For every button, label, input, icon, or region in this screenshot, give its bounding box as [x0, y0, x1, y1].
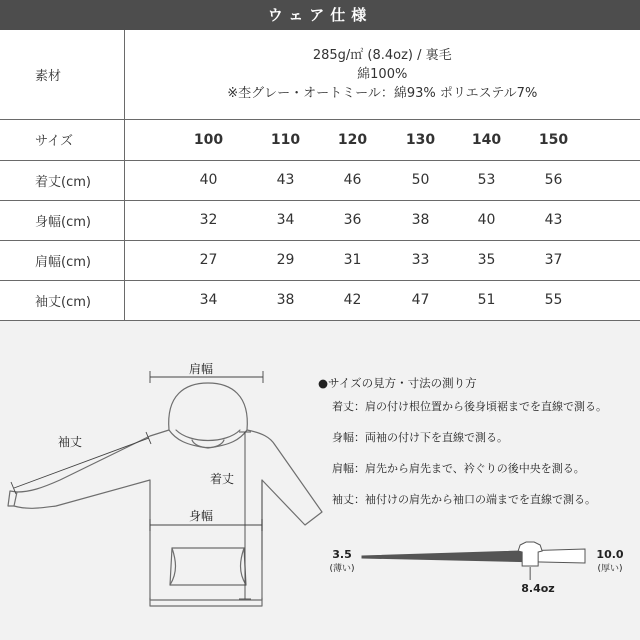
- table-cell: 38: [411, 212, 430, 228]
- table-cell: 40: [477, 212, 496, 228]
- row-values: [125, 252, 640, 268]
- table-cell: 35: [477, 252, 496, 268]
- length-label: 着丈: [210, 472, 235, 486]
- table-cell: 42: [343, 292, 362, 308]
- table-cell: 47: [411, 292, 430, 308]
- table-cell: 100: [193, 131, 224, 148]
- table-cell: 36: [343, 212, 362, 228]
- shoulder-label: 肩幅: [189, 362, 214, 376]
- table-cell: 150: [538, 131, 569, 148]
- how-item: 肩幅：肩先から肩先まで、衿ぐりの後中央を測る。: [332, 462, 585, 475]
- material-row: [0, 30, 640, 119]
- material-line-3: ※杢グレー・オートミール：綿93% ポリエステル7%: [227, 85, 538, 101]
- table-cell: 38: [276, 292, 295, 308]
- width-label: 身幅: [189, 509, 214, 523]
- table-cell: 40: [199, 172, 218, 188]
- row-values: [125, 292, 640, 308]
- material-line-1: 285g/㎡ (8.4oz) / 裏毛: [312, 47, 452, 63]
- thickness-min-note: (薄い): [329, 564, 355, 574]
- table-cell: 43: [544, 212, 563, 228]
- thickness-bar: [362, 542, 585, 580]
- size-header-row: [0, 119, 640, 160]
- row-values: [125, 212, 640, 228]
- row-label: 袖丈(cm): [0, 280, 124, 320]
- material-label: 素材: [0, 30, 124, 119]
- how-item: 着丈：肩の付け根位置から後身頃裾までを直線で測る。: [332, 400, 607, 413]
- table-cell: 32: [199, 212, 218, 228]
- table-cell: 53: [477, 172, 496, 188]
- material-line-2: 綿100%: [357, 66, 408, 82]
- measure-row: [0, 200, 640, 240]
- material-text: [124, 30, 640, 119]
- table-cell: 50: [411, 172, 430, 188]
- measure-row: [0, 160, 640, 200]
- row-label: 肩幅(cm): [0, 240, 124, 280]
- table-cell: 110: [270, 131, 301, 148]
- table-cell: 33: [411, 252, 430, 268]
- table-cell: 43: [276, 172, 295, 188]
- how-item: 袖丈：袖付けの肩先から袖口の端までを直線で測る。: [332, 493, 596, 506]
- table-cell: 37: [544, 252, 563, 268]
- table-cell: 27: [199, 252, 218, 268]
- thickness-min: [325, 548, 359, 574]
- sleeve-label: 袖丈: [58, 435, 83, 449]
- thickness-max: [588, 548, 632, 574]
- table-cell: 140: [471, 131, 502, 148]
- how-item: 身幅：両袖の付け下を直線で測る。: [332, 431, 508, 444]
- spec-header: ウェア仕様: [0, 0, 640, 30]
- table-cell: 46: [343, 172, 362, 188]
- how-to-measure: [318, 375, 607, 524]
- row-label: 身幅(cm): [0, 200, 124, 240]
- spec-table: [0, 30, 640, 321]
- hoodie-outline-icon: [8, 383, 322, 606]
- table-cell: 31: [343, 252, 362, 268]
- table-cell: 55: [544, 292, 563, 308]
- measure-row: [0, 240, 640, 280]
- how-to-measure-title: ●サイズの見方・寸法の測り方: [318, 376, 477, 390]
- measure-row: [0, 280, 640, 320]
- thickness-min-value: 3.5: [332, 548, 352, 561]
- row-label: 着丈(cm): [0, 160, 124, 200]
- shirt-marker-icon: [518, 542, 542, 580]
- table-cell: 34: [199, 292, 218, 308]
- size-values: [125, 132, 640, 148]
- table-cell: 29: [276, 252, 295, 268]
- table-cell: 34: [276, 212, 295, 228]
- table-cell: 56: [544, 172, 563, 188]
- thickness-max-note: (厚い): [597, 564, 623, 574]
- thickness-current: 8.4oz: [521, 582, 555, 595]
- table-cell: 130: [405, 131, 436, 148]
- table-cell: 51: [477, 292, 496, 308]
- thickness-max-value: 10.0: [596, 548, 624, 561]
- row-values: [125, 172, 640, 188]
- size-label: サイズ: [0, 119, 124, 160]
- table-cell: 120: [337, 131, 368, 148]
